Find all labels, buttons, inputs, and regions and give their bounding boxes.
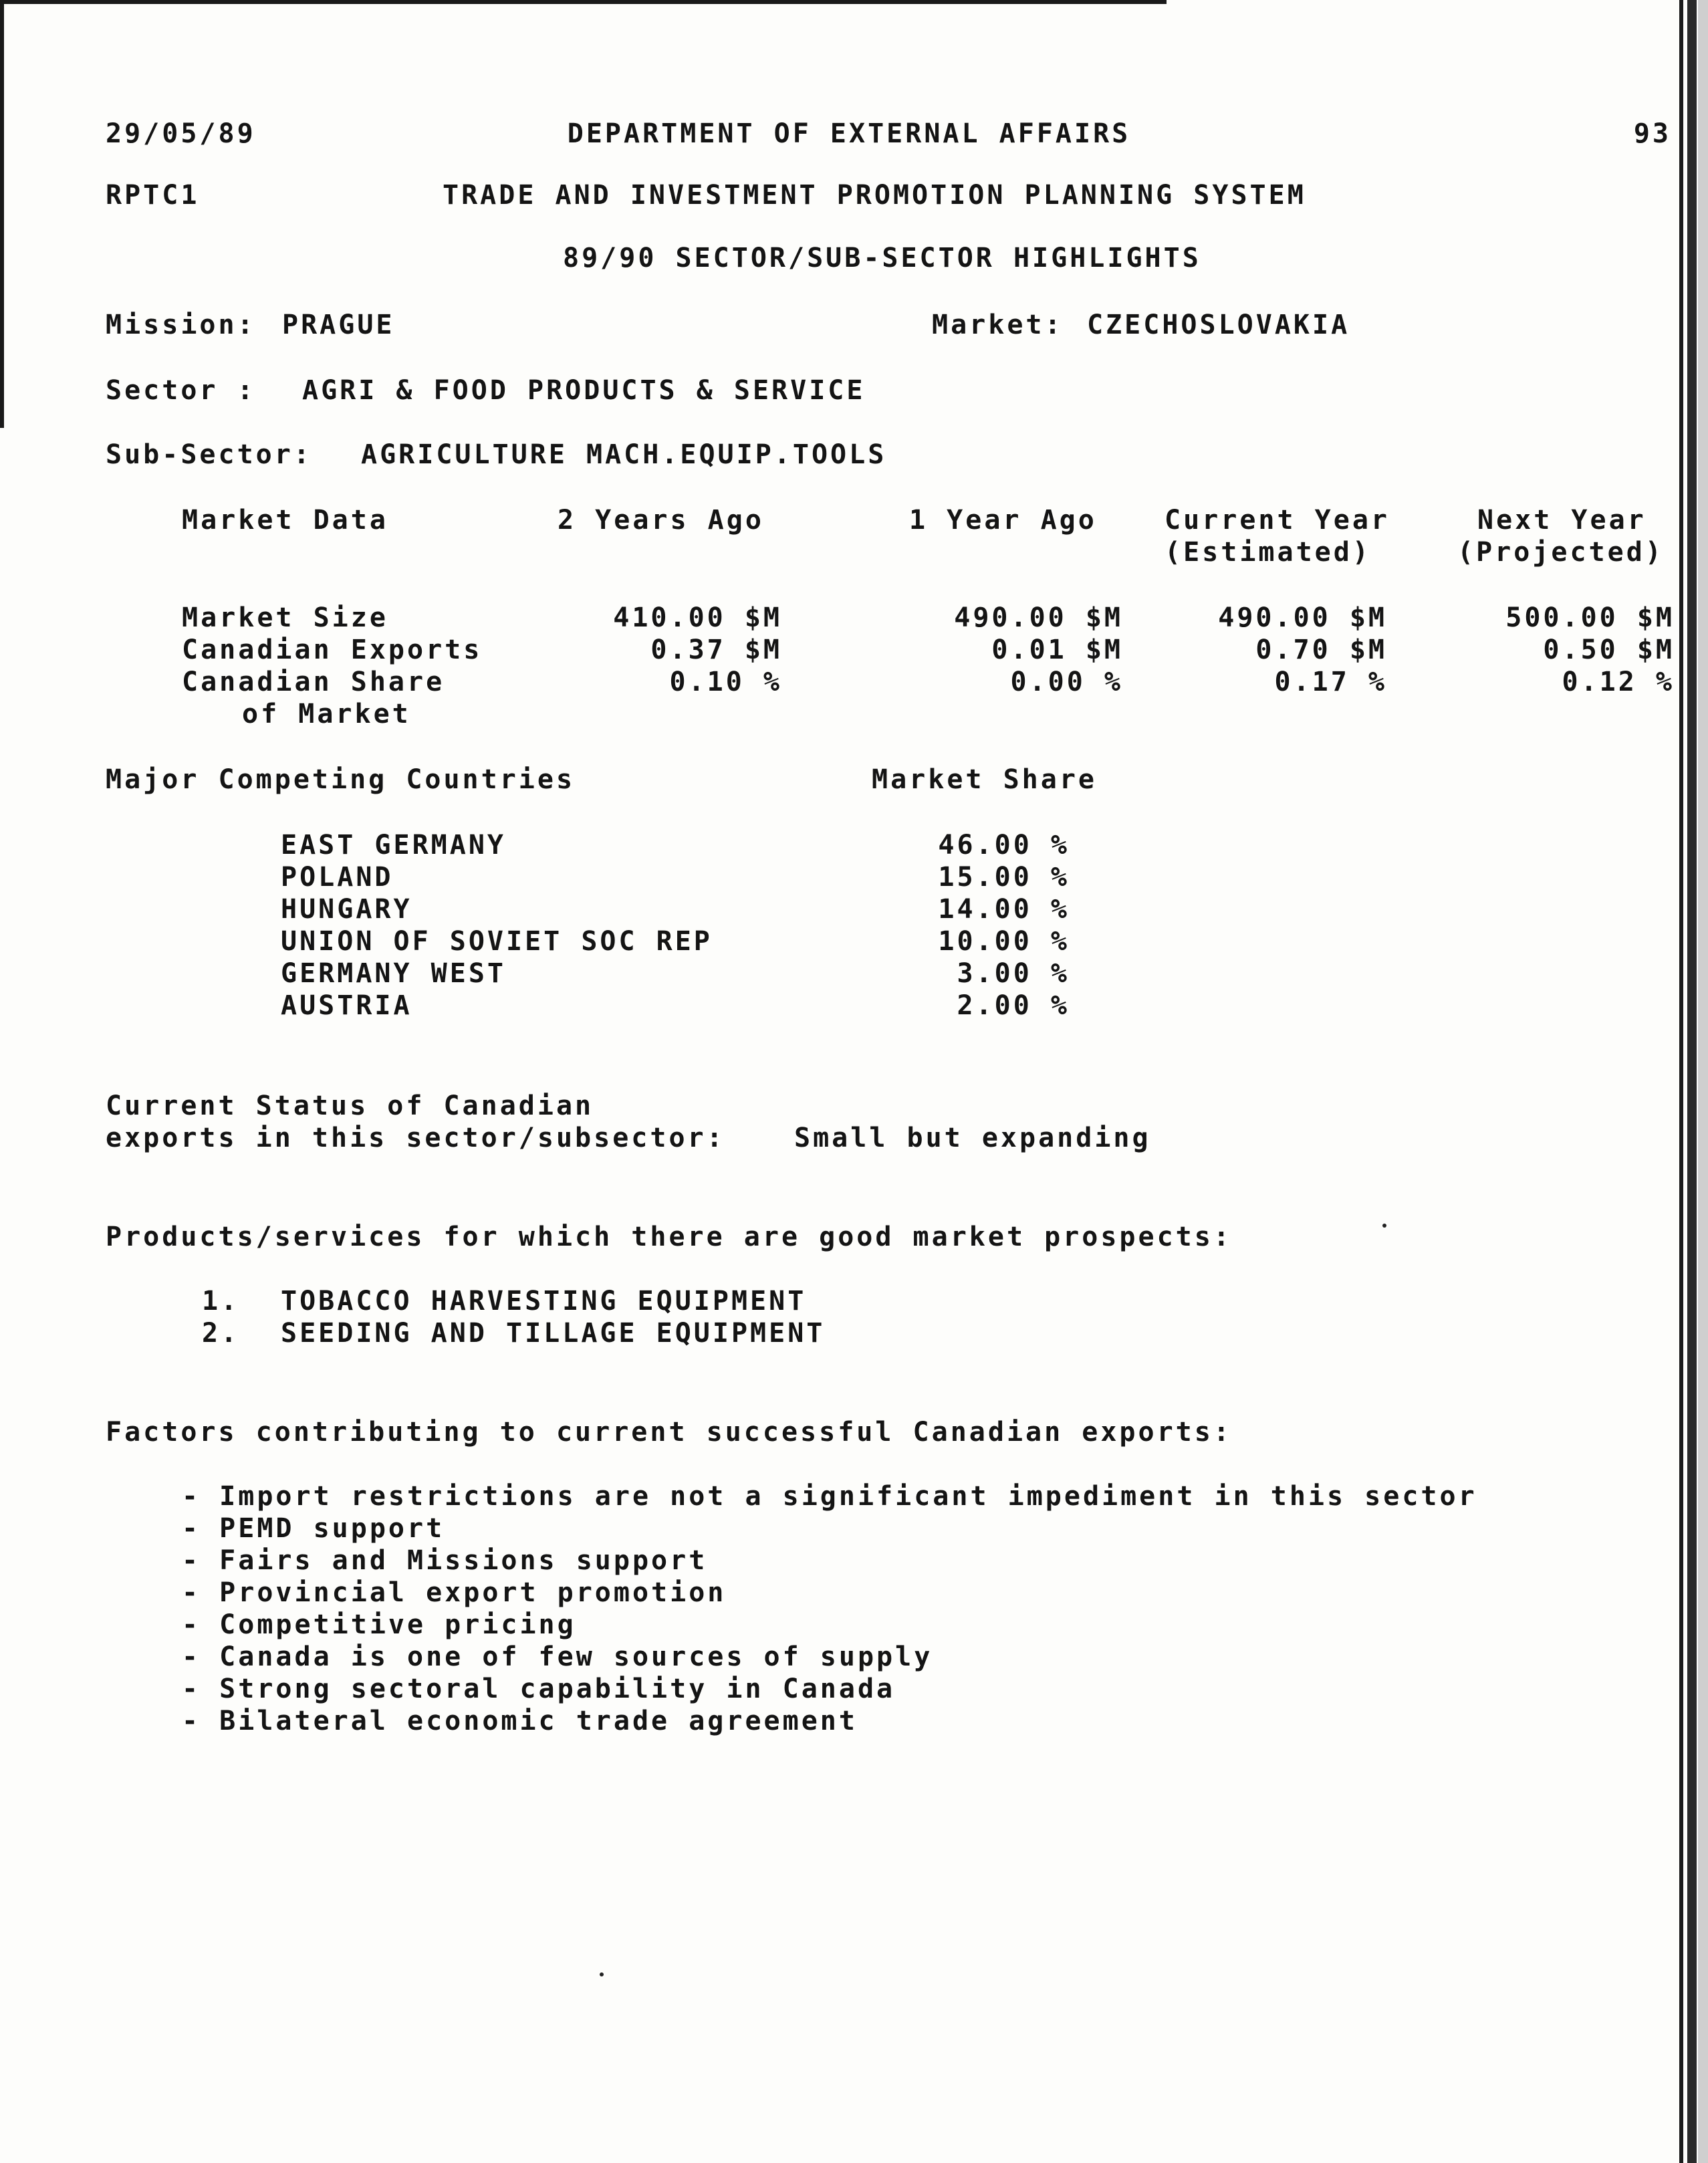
table-cell: 490.00 $M bbox=[1218, 602, 1387, 633]
country-name: AUSTRIA bbox=[281, 990, 412, 1021]
status-label: exports in this sector/subsector: bbox=[106, 1123, 725, 1153]
sector-value: AGRI & FOOD PRODUCTS & SERVICE bbox=[302, 375, 866, 406]
scan-edge-right bbox=[1679, 0, 1683, 2163]
list-item: - Import restrictions are not a significant impediment in this sector bbox=[182, 1481, 1477, 1512]
market-share-header: Market Share bbox=[872, 764, 1097, 795]
scan-edge-top bbox=[0, 0, 1167, 4]
table-cell: 0.37 $M bbox=[650, 635, 782, 665]
row-label: Canadian Exports bbox=[182, 635, 483, 665]
table-cell: 0.17 % bbox=[1274, 667, 1387, 697]
table-cell: 0.50 $M bbox=[1543, 635, 1675, 665]
table-cell: 410.00 $M bbox=[613, 602, 782, 633]
table-cell: 500.00 $M bbox=[1505, 602, 1675, 633]
table-cell: 0.10 % bbox=[669, 667, 782, 697]
list-item-number: 1. bbox=[202, 1286, 240, 1317]
list-item: TOBACCO HARVESTING EQUIPMENT bbox=[281, 1286, 807, 1317]
country-name: UNION OF SOVIET SOC REP bbox=[281, 926, 713, 957]
scan-edge-left bbox=[0, 0, 4, 428]
report-date: 29/05/89 bbox=[106, 118, 256, 149]
column-header: 2 Years Ago bbox=[558, 505, 764, 536]
system-title: TRADE AND INVESTMENT PROMOTION PLANNING SYSTEM bbox=[443, 180, 1306, 211]
sub-sector-label: Sub-Sector: bbox=[106, 439, 312, 470]
country-name: GERMANY WEST bbox=[281, 958, 506, 989]
market-data-label: Market Data bbox=[182, 505, 388, 536]
prospects-title: Products/services for which there are good market prospects: bbox=[106, 1222, 1232, 1252]
country-name: EAST GERMANY bbox=[281, 830, 506, 861]
country-name: POLAND bbox=[281, 862, 394, 893]
market-value: CZECHOSLOVAKIA bbox=[1087, 310, 1350, 340]
column-header: Next Year bbox=[1477, 505, 1646, 536]
list-item: - Bilateral economic trade agreement bbox=[182, 1706, 858, 1736]
sub-sector-value: AGRICULTURE MACH.EQUIP.TOOLS bbox=[361, 439, 887, 470]
status-heading: Current Status of Canadian bbox=[106, 1091, 594, 1121]
country-share: 14.00 % bbox=[938, 894, 1070, 925]
table-cell: 490.00 $M bbox=[954, 602, 1123, 633]
mission-value: PRAGUE bbox=[282, 310, 395, 340]
competitors-title: Major Competing Countries bbox=[106, 764, 576, 795]
list-item: - Strong sectoral capability in Canada bbox=[182, 1674, 896, 1704]
report-title: 89/90 SECTOR/SUB-SECTOR HIGHLIGHTS bbox=[563, 243, 1201, 273]
table-cell: 0.00 % bbox=[1010, 667, 1123, 697]
table-cell: 0.12 % bbox=[1562, 667, 1675, 697]
table-cell: 0.01 $M bbox=[991, 635, 1123, 665]
sector-label: Sector : bbox=[106, 375, 256, 406]
row-label: Canadian Share bbox=[182, 667, 445, 697]
market-label: Market: bbox=[932, 310, 1064, 340]
column-header: (Estimated) bbox=[1165, 537, 1371, 568]
list-item-number: 2. bbox=[202, 1318, 240, 1349]
column-header: 1 Year Ago bbox=[909, 505, 1097, 536]
country-share: 2.00 % bbox=[957, 990, 1070, 1021]
country-share: 46.00 % bbox=[938, 830, 1070, 861]
country-share: 15.00 % bbox=[938, 862, 1070, 893]
country-share: 10.00 % bbox=[938, 926, 1070, 957]
scan-edge-right bbox=[1687, 0, 1697, 2163]
list-item: SEEDING AND TILLAGE EQUIPMENT bbox=[281, 1318, 826, 1349]
department-title: DEPARTMENT OF EXTERNAL AFFAIRS bbox=[567, 118, 1131, 149]
country-name: HUNGARY bbox=[281, 894, 412, 925]
scan-speck bbox=[1382, 1224, 1386, 1228]
list-item: - PEMD support bbox=[182, 1513, 445, 1544]
list-item: - Provincial export promotion bbox=[182, 1577, 727, 1608]
column-header: (Projected) bbox=[1457, 537, 1664, 568]
status-value: Small but expanding bbox=[794, 1123, 1151, 1153]
list-item: - Fairs and Missions support bbox=[182, 1545, 708, 1576]
scan-speck bbox=[600, 1972, 604, 1976]
country-share: 3.00 % bbox=[957, 958, 1070, 989]
list-item: - Competitive pricing bbox=[182, 1609, 576, 1640]
row-label: Market Size bbox=[182, 602, 388, 633]
scan-edge-right bbox=[1698, 0, 1708, 2163]
factors-title: Factors contributing to current successful Canadian exports: bbox=[106, 1417, 1232, 1448]
table-cell: 0.70 $M bbox=[1255, 635, 1387, 665]
list-item: - Canada is one of few sources of supply bbox=[182, 1641, 933, 1672]
report-code: RPTC1 bbox=[106, 180, 200, 211]
column-header: Current Year bbox=[1165, 505, 1390, 536]
page-number: 93 bbox=[1633, 118, 1671, 149]
row-label-continued: of Market bbox=[242, 699, 411, 729]
mission-label: Mission: bbox=[106, 310, 256, 340]
